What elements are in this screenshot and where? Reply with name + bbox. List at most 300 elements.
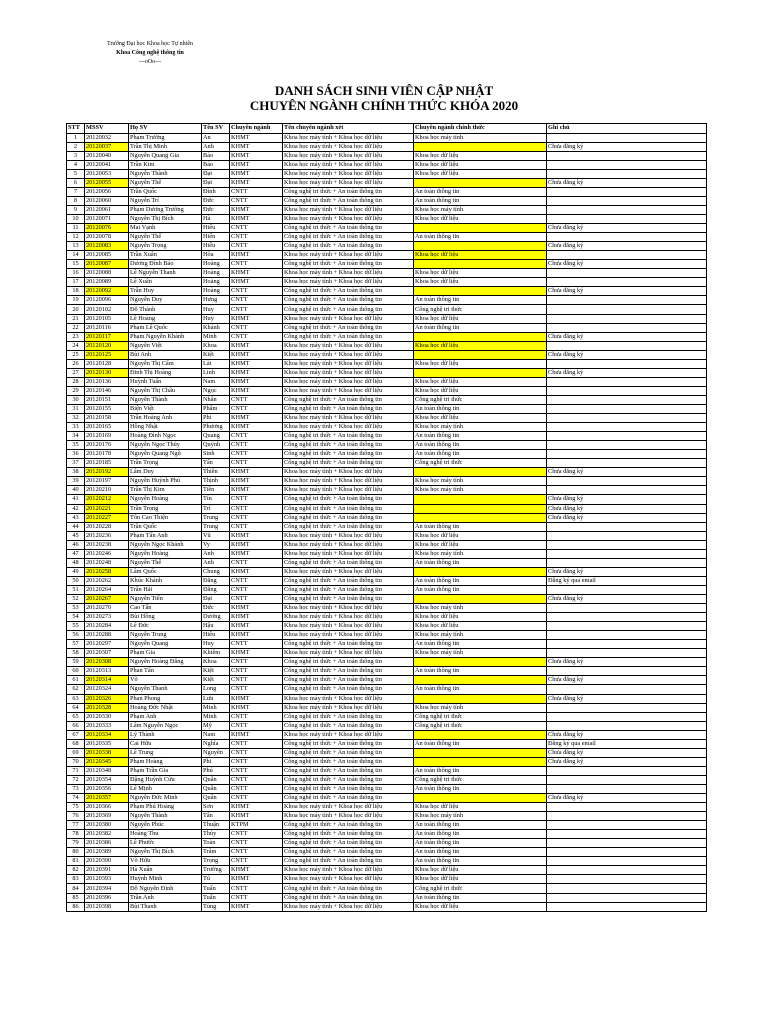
table-row	[67, 386, 707, 395]
cell-chuyen-nganh-chinh-thuc: Khoa học dữ liệu	[414, 414, 547, 423]
cell-ten: Kiệt	[202, 350, 230, 359]
cell-ghi-chu	[547, 640, 707, 649]
cell-ten-chuyen-nganh-xet: Khoa học máy tính + Khoa học dữ liệu	[283, 875, 414, 884]
cell-ho: Phạm Phú Hoàng	[129, 803, 202, 812]
cell-ten: Hoàng	[202, 269, 230, 278]
cell-ghi-chu	[547, 821, 707, 830]
cell-ten-chuyen-nganh-xet: Công nghệ tri thức + An toàn thông tin	[283, 857, 414, 866]
col-header-chuyen-nganh-chinh-thuc: Chuyên ngành chính thức	[414, 124, 547, 134]
cell-stt: 21	[67, 314, 85, 323]
cell-ten: Đức	[202, 205, 230, 214]
cell-ten: Sơn	[202, 803, 230, 812]
cell-stt: 69	[67, 748, 85, 757]
cell-ten-chuyen-nganh-xet: Khoa học máy tính + Khoa học dữ liệu	[283, 803, 414, 812]
cell-chuyen-nganh: CNTT	[230, 839, 283, 848]
cell-ten-chuyen-nganh-xet: Công nghệ tri thức + An toàn thông tin	[283, 585, 414, 594]
cell-chuyen-nganh-chinh-thuc: An toàn thông tin	[414, 450, 547, 459]
cell-ten-chuyen-nganh-xet: Khoa học máy tính + Khoa học dữ liệu	[283, 142, 414, 151]
cell-chuyen-nganh: KHMT	[230, 314, 283, 323]
cell-ho: Lê Trung	[129, 748, 202, 757]
cell-ten-chuyen-nganh-xet: Khoa học máy tính + Khoa học dữ liệu	[283, 812, 414, 821]
table-row	[67, 757, 707, 766]
cell-stt: 66	[67, 721, 85, 730]
table-row	[67, 278, 707, 287]
cell-ho: Trần Quốc	[129, 522, 202, 531]
cell-ghi-chu: Chưa đăng ký	[547, 350, 707, 359]
table-row	[67, 775, 707, 784]
cell-ghi-chu: Chưa đăng ký	[547, 567, 707, 576]
cell-chuyen-nganh: CNTT	[230, 260, 283, 269]
cell-ho: Trần Xuân	[129, 251, 202, 260]
cell-ten-chuyen-nganh-xet: Công nghệ tri thức + An toàn thông tin	[283, 187, 414, 196]
cell-ghi-chu: Đăng ký qua email	[547, 576, 707, 585]
cell-ten: Khiêm	[202, 649, 230, 658]
cell-chuyen-nganh-chinh-thuc: Khoa học dữ liệu	[414, 540, 547, 549]
cell-mssv: 20120390	[85, 857, 129, 866]
table-row	[67, 893, 707, 902]
cell-ho: Võ Hữu	[129, 857, 202, 866]
cell-mssv: 20120248	[85, 558, 129, 567]
cell-ten: Khánh	[202, 323, 230, 332]
cell-ten-chuyen-nganh-xet: Khoa học máy tính + Khoa học dữ liệu	[283, 178, 414, 187]
cell-ten-chuyen-nganh-xet: Khoa học máy tính + Khoa học dữ liệu	[283, 567, 414, 576]
cell-chuyen-nganh: KHMT	[230, 866, 283, 875]
cell-ten: Thuận	[202, 821, 230, 830]
cell-chuyen-nganh: KHMT	[230, 359, 283, 368]
cell-mssv: 20120136	[85, 377, 129, 386]
cell-ho: Hoàng Đức Nhật	[129, 703, 202, 712]
cell-ghi-chu	[547, 712, 707, 721]
cell-chuyen-nganh-chinh-thuc: An toàn thông tin	[414, 187, 547, 196]
cell-ten-chuyen-nganh-xet: Khoa học máy tính + Khoa học dữ liệu	[283, 540, 414, 549]
cell-ghi-chu	[547, 803, 707, 812]
cell-chuyen-nganh: KHMT	[230, 350, 283, 359]
cell-ten-chuyen-nganh-xet: Công nghệ tri thức + An toàn thông tin	[283, 658, 414, 667]
cell-chuyen-nganh: CNTT	[230, 432, 283, 441]
cell-chuyen-nganh: KHMT	[230, 251, 283, 260]
cell-chuyen-nganh: KHMT	[230, 477, 283, 486]
cell-ho: Bùi Hồng	[129, 613, 202, 622]
cell-chuyen-nganh: KHMT	[230, 540, 283, 549]
cell-ten-chuyen-nganh-xet: Công nghệ tri thức + An toàn thông tin	[283, 839, 414, 848]
cell-ten: Hậu	[202, 622, 230, 631]
cell-mssv: 20120246	[85, 549, 129, 558]
cell-ten: Nguyên	[202, 748, 230, 757]
cell-stt: 12	[67, 233, 85, 242]
cell-mssv: 20120037	[85, 142, 129, 151]
cell-mssv: 20120267	[85, 594, 129, 603]
cell-ghi-chu	[547, 667, 707, 676]
cell-chuyen-nganh-chinh-thuc: Công nghệ tri thức	[414, 721, 547, 730]
cell-ghi-chu	[547, 893, 707, 902]
cell-ten: Lưu	[202, 694, 230, 703]
cell-stt: 85	[67, 893, 85, 902]
cell-chuyen-nganh-chinh-thuc: An toàn thông tin	[414, 640, 547, 649]
cell-mssv: 20120382	[85, 830, 129, 839]
cell-ten: Trung	[202, 513, 230, 522]
cell-ten: Hoàng	[202, 287, 230, 296]
cell-ho: Đỗ Nguyễn Đình	[129, 884, 202, 893]
cell-chuyen-nganh: CNTT	[230, 757, 283, 766]
cell-ho: Nguyễn Việt	[129, 341, 202, 350]
cell-chuyen-nganh: CNTT	[230, 323, 283, 332]
cell-ho: Bùi Anh	[129, 350, 202, 359]
cell-chuyen-nganh: CNTT	[230, 884, 283, 893]
cell-ten-chuyen-nganh-xet: Công nghệ tri thức + An toàn thông tin	[283, 233, 414, 242]
cell-stt: 82	[67, 866, 85, 875]
cell-chuyen-nganh-chinh-thuc	[414, 178, 547, 187]
cell-stt: 52	[67, 594, 85, 603]
cell-ten: Quân	[202, 775, 230, 784]
cell-chuyen-nganh: KHMT	[230, 531, 283, 540]
cell-ten-chuyen-nganh-xet: Công nghệ tri thức + An toàn thông tin	[283, 757, 414, 766]
cell-ho: Trần Hoàng Anh	[129, 414, 202, 423]
col-header-ten-chuyen-nganh-xet: Tên chuyên ngành xét	[283, 124, 414, 134]
cell-stt: 27	[67, 368, 85, 377]
table-row	[67, 613, 707, 622]
cell-stt: 41	[67, 495, 85, 504]
cell-ho: Nguyễn Thị Cẩm	[129, 359, 202, 368]
cell-ten-chuyen-nganh-xet: Công nghệ tri thức + An toàn thông tin	[283, 685, 414, 694]
table-row	[67, 441, 707, 450]
cell-mssv: 20120393	[85, 875, 129, 884]
cell-ten: Đạt	[202, 594, 230, 603]
table-row	[67, 504, 707, 513]
cell-mssv: 20120333	[85, 721, 129, 730]
table-row	[67, 712, 707, 721]
cell-ten: Quang	[202, 432, 230, 441]
cell-ten: Trí	[202, 504, 230, 513]
cell-stt: 72	[67, 775, 85, 784]
cell-stt: 9	[67, 205, 85, 214]
cell-chuyen-nganh: CNTT	[230, 640, 283, 649]
cell-chuyen-nganh: KHMT	[230, 622, 283, 631]
table-row	[67, 495, 707, 504]
cell-mssv: 20120270	[85, 604, 129, 613]
cell-ten-chuyen-nganh-xet: Công nghệ tri thức + An toàn thông tin	[283, 332, 414, 341]
cell-chuyen-nganh-chinh-thuc	[414, 676, 547, 685]
cell-ten: Quỳnh	[202, 441, 230, 450]
cell-stt: 37	[67, 459, 85, 468]
table-row	[67, 676, 707, 685]
cell-ten: Phi	[202, 757, 230, 766]
table-row	[67, 395, 707, 404]
table-row	[67, 902, 707, 911]
cell-ten: Vy	[202, 540, 230, 549]
cell-ten-chuyen-nganh-xet: Công nghệ tri thức + An toàn thông tin	[283, 884, 414, 893]
cell-chuyen-nganh-chinh-thuc: Khoa học dữ liệu	[414, 169, 547, 178]
cell-ten-chuyen-nganh-xet: Khoa học máy tính + Khoa học dữ liệu	[283, 649, 414, 658]
cell-mssv: 20120055	[85, 178, 129, 187]
cell-ten: Khoa	[202, 341, 230, 350]
cell-mssv: 20120389	[85, 848, 129, 857]
cell-chuyen-nganh: CNTT	[230, 495, 283, 504]
cell-chuyen-nganh-chinh-thuc: Khoa học dữ liệu	[414, 875, 547, 884]
cell-ghi-chu	[547, 323, 707, 332]
cell-ho: Nguyễn Thị Châu	[129, 386, 202, 395]
table-row	[67, 803, 707, 812]
cell-chuyen-nganh-chinh-thuc: Khoa học dữ liệu	[414, 531, 547, 540]
cell-mssv: 20120116	[85, 323, 129, 332]
cell-chuyen-nganh-chinh-thuc: Công nghệ tri thức	[414, 395, 547, 404]
cell-chuyen-nganh: CNTT	[230, 594, 283, 603]
cell-chuyen-nganh-chinh-thuc: Khoa học máy tính	[414, 133, 547, 142]
cell-ho: Mai Vạnh	[129, 224, 202, 233]
table-row	[67, 866, 707, 875]
cell-chuyen-nganh-chinh-thuc: Khoa học máy tính	[414, 205, 547, 214]
cell-mssv: 20120354	[85, 775, 129, 784]
cell-ten: Thủy	[202, 830, 230, 839]
cell-ten: Hoàng	[202, 260, 230, 269]
cell-ten: Huy	[202, 305, 230, 314]
cell-ten-chuyen-nganh-xet: Công nghệ tri thức + An toàn thông tin	[283, 305, 414, 314]
cell-chuyen-nganh: KHMT	[230, 278, 283, 287]
cell-ho: Nguyễn Ngọc Khánh	[129, 540, 202, 549]
cell-ghi-chu: Chưa đăng ký	[547, 242, 707, 251]
cell-ten: Minh	[202, 703, 230, 712]
cell-ho: Nguyễn Trí	[129, 196, 202, 205]
cell-ghi-chu: Chưa đăng ký	[547, 332, 707, 341]
cell-chuyen-nganh-chinh-thuc	[414, 730, 547, 739]
cell-chuyen-nganh: KHMT	[230, 178, 283, 187]
cell-ghi-chu: Đăng ký qua email	[547, 739, 707, 748]
cell-stt: 70	[67, 757, 85, 766]
cell-ten: Hưng	[202, 296, 230, 305]
cell-chuyen-nganh-chinh-thuc: Khoa học dữ liệu	[414, 278, 547, 287]
cell-chuyen-nganh: CNTT	[230, 857, 283, 866]
cell-stt: 84	[67, 884, 85, 893]
cell-chuyen-nganh: KHMT	[230, 649, 283, 658]
cell-ho: Lê Xuân	[129, 278, 202, 287]
cell-stt: 2	[67, 142, 85, 151]
cell-chuyen-nganh-chinh-thuc: An toàn thông tin	[414, 558, 547, 567]
cell-ten-chuyen-nganh-xet: Công nghệ tri thức + An toàn thông tin	[283, 522, 414, 531]
cell-ten-chuyen-nganh-xet: Khoa học máy tính + Khoa học dữ liệu	[283, 694, 414, 703]
cell-chuyen-nganh-chinh-thuc: Khoa học dữ liệu	[414, 269, 547, 278]
cell-chuyen-nganh: KHMT	[230, 133, 283, 142]
table-row	[67, 187, 707, 196]
cell-ho: Nguyễn Thanh	[129, 685, 202, 694]
cell-chuyen-nganh-chinh-thuc: Khoa học dữ liệu	[414, 377, 547, 386]
cell-chuyen-nganh: CNTT	[230, 405, 283, 414]
cell-ho: Khúc Khánh	[129, 576, 202, 585]
table-row	[67, 359, 707, 368]
cell-ten-chuyen-nganh-xet: Khoa học máy tính + Khoa học dữ liệu	[283, 531, 414, 540]
cell-ten-chuyen-nganh-xet: Khoa học máy tính + Khoa học dữ liệu	[283, 205, 414, 214]
cell-ten: Thịnh	[202, 477, 230, 486]
cell-chuyen-nganh-chinh-thuc: Khoa học máy tính	[414, 631, 547, 640]
cell-ten-chuyen-nganh-xet: Khoa học máy tính + Khoa học dữ liệu	[283, 414, 414, 423]
cell-ghi-chu	[547, 441, 707, 450]
cell-ghi-chu	[547, 703, 707, 712]
cell-ten: Kiệt	[202, 667, 230, 676]
cell-ghi-chu	[547, 386, 707, 395]
cell-ten: Tín	[202, 495, 230, 504]
cell-chuyen-nganh: CNTT	[230, 287, 283, 296]
cell-ho: Trần Anh	[129, 893, 202, 902]
cell-stt: 11	[67, 224, 85, 233]
cell-stt: 50	[67, 576, 85, 585]
cell-chuyen-nganh-chinh-thuc: Khoa học máy tính	[414, 477, 547, 486]
cell-ten-chuyen-nganh-xet: Khoa học máy tính + Khoa học dữ liệu	[283, 251, 414, 260]
cell-ho: Cai Hữu	[129, 739, 202, 748]
cell-ghi-chu	[547, 341, 707, 350]
cell-ten-chuyen-nganh-xet: Công nghệ tri thức + An toàn thông tin	[283, 848, 414, 857]
cell-ten: Đức	[202, 196, 230, 205]
cell-ho: Dương Đình Bảo	[129, 260, 202, 269]
cell-chuyen-nganh-chinh-thuc: Khoa học dữ liệu	[414, 386, 547, 395]
cell-ten-chuyen-nganh-xet: Công nghệ tri thức + An toàn thông tin	[283, 558, 414, 567]
cell-ten: Trâm	[202, 848, 230, 857]
cell-ho: Nguyễn Quang	[129, 640, 202, 649]
cell-ten-chuyen-nganh-xet: Khoa học máy tính + Khoa học dữ liệu	[283, 359, 414, 368]
cell-ghi-chu: Chưa đăng ký	[547, 794, 707, 803]
cell-chuyen-nganh: KHMT	[230, 875, 283, 884]
cell-ho: Lê Đức	[129, 622, 202, 631]
cell-mssv: 20120096	[85, 296, 129, 305]
cell-ten-chuyen-nganh-xet: Khoa học máy tính + Khoa học dữ liệu	[283, 730, 414, 739]
cell-ho: Nguyễn Duy	[129, 296, 202, 305]
cell-ten-chuyen-nganh-xet: Khoa học máy tính + Khoa học dữ liệu	[283, 468, 414, 477]
cell-chuyen-nganh: KHMT	[230, 368, 283, 377]
cell-stt: 26	[67, 359, 85, 368]
cell-ghi-chu	[547, 269, 707, 278]
cell-ten: Hà	[202, 215, 230, 224]
cell-ghi-chu	[547, 839, 707, 848]
cell-stt: 34	[67, 432, 85, 441]
cell-chuyen-nganh-chinh-thuc	[414, 748, 547, 757]
cell-chuyen-nganh-chinh-thuc: Khoa học dữ liệu	[414, 803, 547, 812]
cell-chuyen-nganh-chinh-thuc: Khoa học dữ liệu	[414, 622, 547, 631]
cell-ten-chuyen-nganh-xet: Khoa học máy tính + Khoa học dữ liệu	[283, 423, 414, 432]
cell-stt: 35	[67, 441, 85, 450]
cell-chuyen-nganh-chinh-thuc: An toàn thông tin	[414, 857, 547, 866]
cell-ho: Trần Hải	[129, 585, 202, 594]
cell-stt: 75	[67, 803, 85, 812]
cell-stt: 14	[67, 251, 85, 260]
cell-chuyen-nganh-chinh-thuc: Khoa học máy tính	[414, 604, 547, 613]
cell-ten: Đăng	[202, 585, 230, 594]
cell-ho: Nguyễn Hoàng Đăng	[129, 658, 202, 667]
cell-stt: 15	[67, 260, 85, 269]
cell-ten-chuyen-nganh-xet: Công nghệ tri thức + An toàn thông tin	[283, 432, 414, 441]
col-header-mssv: MSSV	[85, 124, 129, 134]
cell-chuyen-nganh-chinh-thuc: An toàn thông tin	[414, 739, 547, 748]
cell-ho: Lý Thành	[129, 730, 202, 739]
table-row	[67, 721, 707, 730]
cell-mssv: 20120102	[85, 305, 129, 314]
cell-chuyen-nganh-chinh-thuc: Khoa học dữ liệu	[414, 866, 547, 875]
table-row	[67, 667, 707, 676]
cell-mssv: 20120092	[85, 287, 129, 296]
cell-ten: Nhân	[202, 395, 230, 404]
cell-ghi-chu	[547, 477, 707, 486]
cell-ghi-chu	[547, 251, 707, 260]
cell-ten-chuyen-nganh-xet: Công nghệ tri thức + An toàn thông tin	[283, 576, 414, 585]
cell-ghi-chu: Chưa đăng ký	[547, 368, 707, 377]
cell-ten: Minh	[202, 712, 230, 721]
cell-chuyen-nganh-chinh-thuc: Công nghệ tri thức	[414, 712, 547, 721]
cell-ghi-chu	[547, 775, 707, 784]
cell-chuyen-nganh: CNTT	[230, 685, 283, 694]
cell-chuyen-nganh: CNTT	[230, 667, 283, 676]
cell-chuyen-nganh-chinh-thuc: Công nghệ tri thức	[414, 775, 547, 784]
cell-ten: Toàn	[202, 839, 230, 848]
cell-chuyen-nganh-chinh-thuc: An toàn thông tin	[414, 576, 547, 585]
cell-chuyen-nganh: KHMT	[230, 205, 283, 214]
cell-ho: Nguyễn Thành	[129, 812, 202, 821]
cell-chuyen-nganh-chinh-thuc	[414, 287, 547, 296]
cell-ten: Trường	[202, 866, 230, 875]
cell-ten-chuyen-nganh-xet: Khoa học máy tính + Khoa học dữ liệu	[283, 703, 414, 712]
cell-ho: Lê Nguyễn Thanh	[129, 269, 202, 278]
cell-ten: Minh	[202, 332, 230, 341]
cell-ghi-chu	[547, 405, 707, 414]
cell-ghi-chu	[547, 414, 707, 423]
cell-ten-chuyen-nganh-xet: Công nghệ tri thức + An toàn thông tin	[283, 495, 414, 504]
cell-chuyen-nganh-chinh-thuc: An toàn thông tin	[414, 893, 547, 902]
cell-ten-chuyen-nganh-xet: Khoa học máy tính + Khoa học dữ liệu	[283, 613, 414, 622]
cell-ho: Trần Huy	[129, 287, 202, 296]
cell-chuyen-nganh-chinh-thuc: An toàn thông tin	[414, 766, 547, 775]
cell-ten: Anh	[202, 549, 230, 558]
cell-ghi-chu	[547, 133, 707, 142]
cell-stt: 22	[67, 323, 85, 332]
cell-mssv: 20120297	[85, 640, 129, 649]
cell-ghi-chu	[547, 549, 707, 558]
cell-chuyen-nganh-chinh-thuc	[414, 694, 547, 703]
cell-chuyen-nganh: CNTT	[230, 739, 283, 748]
cell-chuyen-nganh: KTPM	[230, 821, 283, 830]
cell-stt: 6	[67, 178, 85, 187]
document-title: DANH SÁCH SINH VIÊN CẬP NHẬT	[274, 83, 494, 98]
cell-ten-chuyen-nganh-xet: Công nghệ tri thức + An toàn thông tin	[283, 296, 414, 305]
cell-chuyen-nganh-chinh-thuc	[414, 468, 547, 477]
table-row	[67, 821, 707, 830]
cell-chuyen-nganh: CNTT	[230, 305, 283, 314]
cell-ten-chuyen-nganh-xet: Khoa học máy tính + Khoa học dữ liệu	[283, 269, 414, 278]
cell-stt: 80	[67, 848, 85, 857]
cell-ten: Hiếu	[202, 242, 230, 251]
cell-chuyen-nganh: KHMT	[230, 386, 283, 395]
cell-ten: Đạt	[202, 178, 230, 187]
cell-mssv: 20120087	[85, 260, 129, 269]
table-row	[67, 423, 707, 432]
cell-mssv: 20120356	[85, 784, 129, 793]
document-header	[85, 40, 215, 67]
cell-ten-chuyen-nganh-xet: Công nghệ tri thức + An toàn thông tin	[283, 739, 414, 748]
cell-chuyen-nganh-chinh-thuc: Khoa học dữ liệu	[414, 902, 547, 911]
cell-chuyen-nganh-chinh-thuc: An toàn thông tin	[414, 585, 547, 594]
cell-stt: 30	[67, 395, 85, 404]
table-row	[67, 296, 707, 305]
cell-ten: An	[202, 133, 230, 142]
cell-ghi-chu	[547, 278, 707, 287]
cell-chuyen-nganh-chinh-thuc: An toàn thông tin	[414, 405, 547, 414]
cell-ho: Nguyễn Quang Ngũ	[129, 450, 202, 459]
table-row	[67, 784, 707, 793]
cell-ten-chuyen-nganh-xet: Công nghệ tri thức + An toàn thông tin	[283, 287, 414, 296]
table-row	[67, 830, 707, 839]
cell-chuyen-nganh-chinh-thuc: An toàn thông tin	[414, 667, 547, 676]
cell-mssv: 20120178	[85, 450, 129, 459]
cell-stt: 38	[67, 468, 85, 477]
cell-stt: 40	[67, 486, 85, 495]
cell-mssv: 20120330	[85, 712, 129, 721]
cell-mssv: 20120210	[85, 486, 129, 495]
table-row	[67, 875, 707, 884]
cell-ten: Bảo	[202, 160, 230, 169]
